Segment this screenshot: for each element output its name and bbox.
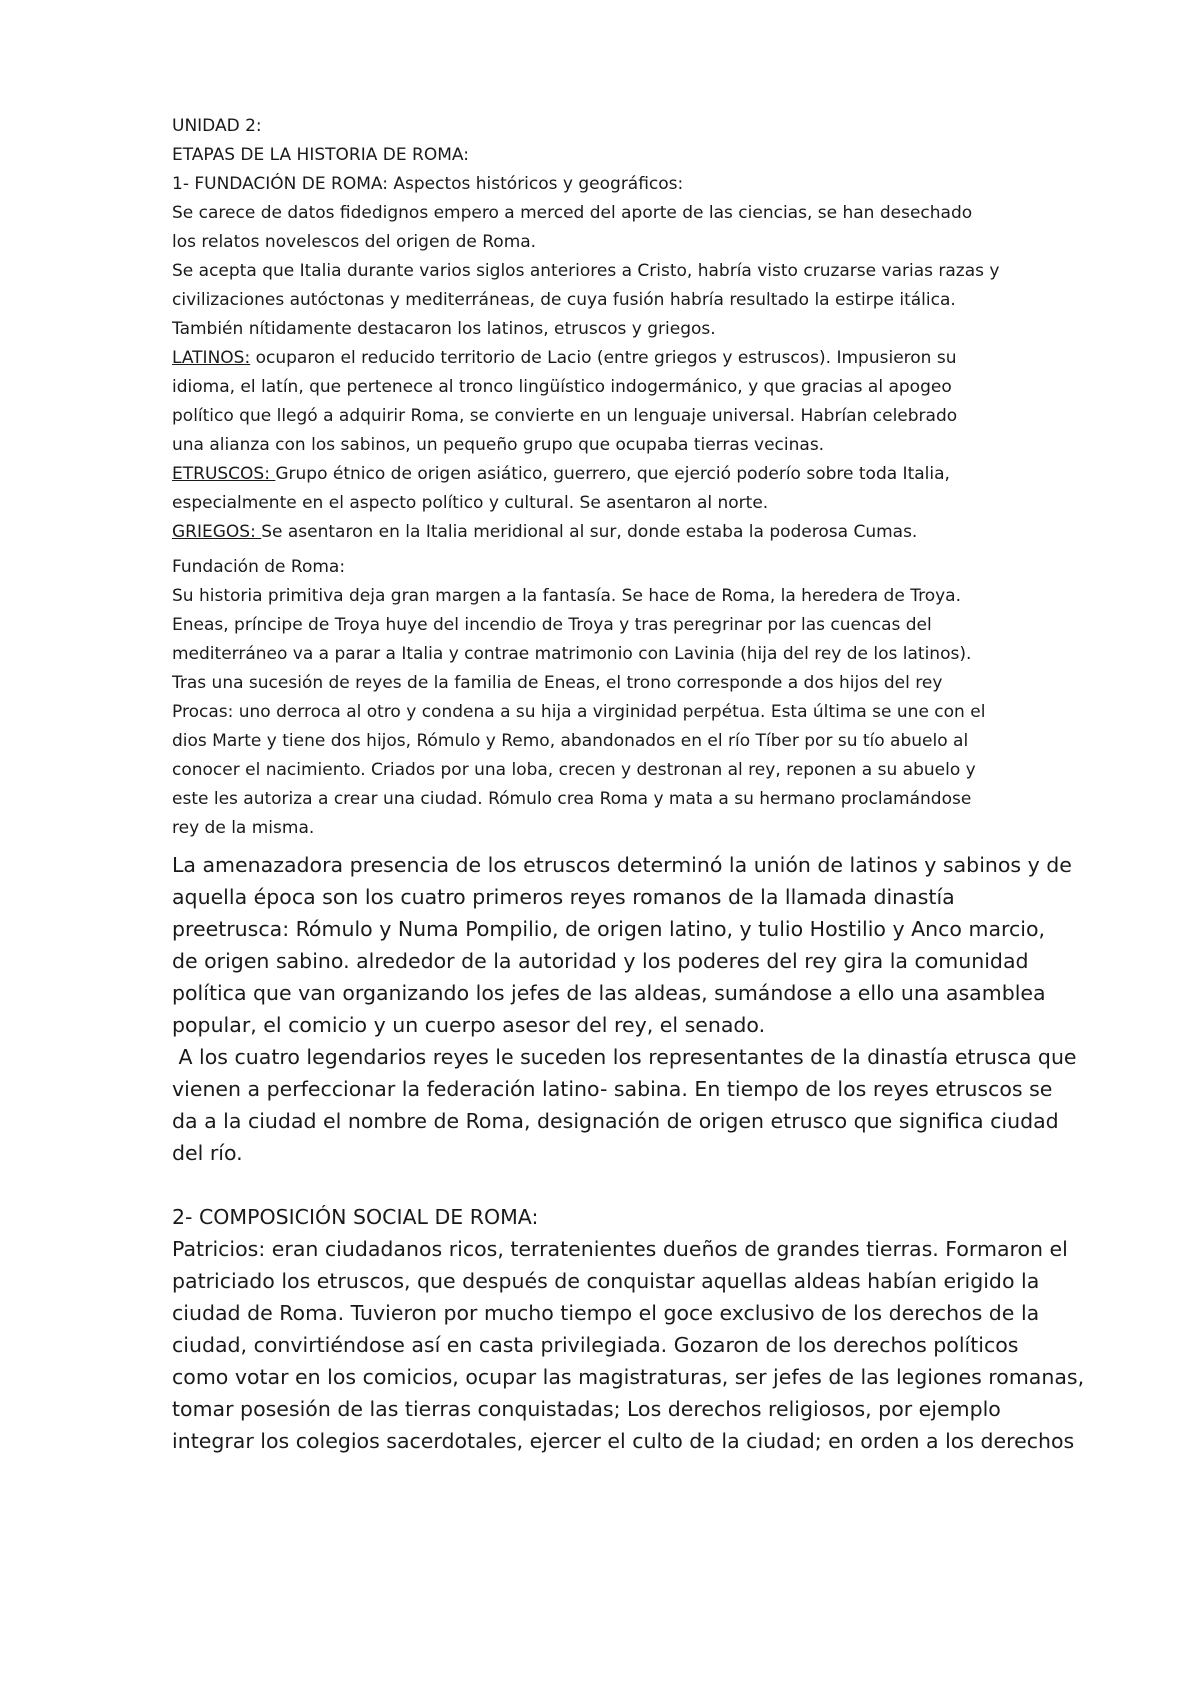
text-line: dios Marte y tiene dos hijos, Rómulo y Remo, abandonados en el río Tíber por su tío abuelo al [172, 731, 969, 751]
paragraph-patricios [172, 1233, 1085, 1457]
section-1-heading: 1- FUNDACIÓN DE ROMA: Aspectos históricos y geográficos: [172, 174, 684, 194]
text-line: vienen a perfeccionar la federación latino- sabina. En tiempo de los reyes etruscos se [172, 1077, 1053, 1101]
text-line: ciudad de Roma. Tuvieron por mucho tiempo el goce exclusivo de los derechos de la [172, 1301, 1040, 1325]
text-line: Se carece de datos fidedignos empero a merced del aporte de las ciencias, se han desechado [172, 203, 973, 223]
text-line: Se asentaron en la Italia meridional al sur, donde estaba la poderosa Cumas. [261, 522, 918, 542]
text-line: También nítidamente destacaron los latinos, etruscos y griegos. [172, 319, 716, 339]
text-line: Su historia primitiva deja gran margen a la fantasía. Se hace de Roma, la heredera de Troya. [172, 586, 961, 606]
text-line: conocer el nacimiento. Criados por una loba, crecen y destronan al rey, reponen a su abuelo y [172, 760, 976, 780]
text-line: idioma, el latín, que pertenece al tronco lingüístico indogermánico, y que gracias al apogeo [172, 377, 952, 397]
text-line: Eneas, príncipe de Troya huye del incendio de Troya y tras peregrinar por las cuencas del [172, 615, 932, 635]
text-line: integrar los colegios sacerdotales, ejercer el culto de la ciudad; en orden a los derechos [172, 1429, 1075, 1453]
text-line: preetrusca: Rómulo y Numa Pompilio, de origen latino, y tulio Hostilio y Anco marcio, [172, 917, 1046, 941]
text-line: los relatos novelescos del origen de Roma. [172, 232, 537, 252]
text-line: de origen sabino. alrededor de la autoridad y los poderes del rey gira la comunidad [172, 949, 1029, 973]
paragraph-latinos [172, 344, 1052, 460]
text-line: del río. [172, 1141, 243, 1165]
text-line: Tras una sucesión de reyes de la familia de Eneas, el trono corresponde a dos hijos del rey [172, 673, 943, 693]
text-line: rey de la misma. [172, 818, 315, 838]
text-line: especialmente en el aspecto político y cultural. Se asentaron al norte. [172, 493, 769, 513]
text-line: este les autoriza a crear una ciudad. Rómulo crea Roma y mata a su hermano proclamándose [172, 789, 972, 809]
text-line: civilizaciones autóctonas y mediterráneas, de cuya fusión habría resultado la estirpe itálica. [172, 290, 956, 310]
etruscos-label: ETRUSCOS: [172, 464, 276, 484]
text-line: ocuparon el reducido territorio de Lacio (entre griegos y estruscos). Impusieron su [250, 348, 957, 368]
text-line: una alianza con los sabinos, un pequeño grupo que ocupaba tierras vecinas. [172, 435, 825, 455]
page-title: ETAPAS DE LA HISTORIA DE ROMA: [172, 145, 469, 165]
paragraph-origins [172, 199, 1052, 344]
text-line: La amenazadora presencia de los etruscos determinó la unión de latinos y sabinos y de [172, 853, 1072, 877]
text-line: Procas: uno derroca al otro y condena a su hija a virginidad perpétua. Esta última se une con el [172, 702, 986, 722]
paragraph-griegos [172, 518, 1052, 547]
latinos-label: LATINOS: [172, 348, 251, 368]
text-line: A los cuatro legendarios reyes le suceden los representantes de la dinastía etrusca que [172, 1045, 1077, 1069]
paragraph-kings [172, 849, 1077, 1169]
griegos-label: GRIEGOS: [172, 522, 262, 542]
text-line: popular, el comicio y un cuerpo asesor del rey, el senado. [172, 1013, 766, 1037]
text-line: ciudad, convirtiéndose así en casta privilegiada. Gozaron de los derechos políticos [172, 1333, 1019, 1357]
fundacion-heading: Fundación de Roma: [172, 557, 346, 577]
document-body [172, 112, 1085, 1457]
text-line: da a la ciudad el nombre de Roma, designación de origen etrusco que significa ciudad [172, 1109, 1059, 1133]
text-line: mediterráneo va a parar a Italia y contrae matrimonio con Lavinia (hija del rey de los latinos). [172, 644, 972, 664]
text-line: Grupo étnico de origen asiático, guerrero, que ejerció poderío sobre toda Italia, [275, 464, 950, 484]
text-line: Se acepta que Italia durante varios siglos anteriores a Cristo, habría visto cruzarse varias razas y [172, 261, 1000, 281]
text-line: como votar en los comicios, ocupar las magistraturas, ser jefes de las legiones romanas, [172, 1365, 1085, 1389]
text-line: política que van organizando los jefes de las aldeas, sumándose a ello una asamblea [172, 981, 1046, 1005]
text-line: patriciado los etruscos, que después de conquistar aquellas aldeas habían erigido la [172, 1269, 1040, 1293]
text-line: aquella época son los cuatro primeros reyes romanos de la llamada dinastía [172, 885, 955, 909]
unit-label: UNIDAD 2: [172, 116, 262, 136]
section-2-heading: 2- COMPOSICIÓN SOCIAL DE ROMA: [172, 1205, 539, 1229]
text-line: tomar posesión de las tierras conquistadas; Los derechos religiosos, por ejemplo [172, 1397, 1001, 1421]
text-line: político que llegó a adquirir Roma, se convierte en un lenguaje universal. Habrían celebrado [172, 406, 958, 426]
text-line: Patricios: eran ciudadanos ricos, terratenientes dueños de grandes tierras. Formaron el [172, 1237, 1068, 1261]
paragraph-legend [172, 582, 1052, 843]
paragraph-etruscos [172, 460, 1052, 518]
